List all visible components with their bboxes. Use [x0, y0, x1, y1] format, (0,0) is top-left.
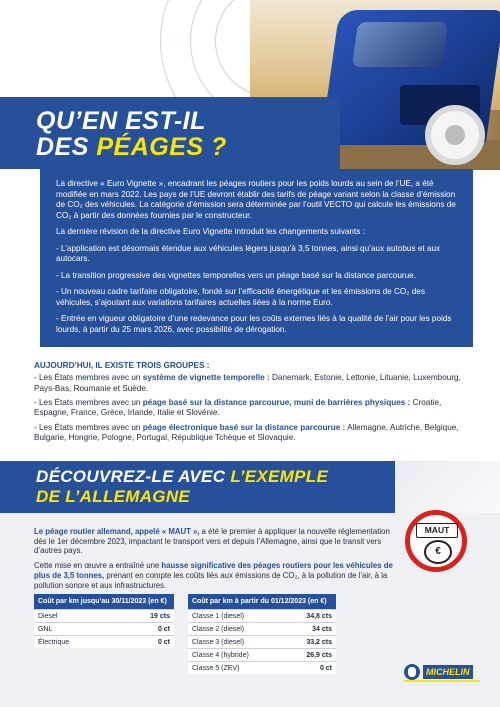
- bibendum-icon: [404, 664, 420, 680]
- section-heading: [0, 461, 500, 513]
- row-value: 0 ct: [116, 623, 174, 636]
- old-cost-table: [34, 594, 174, 648]
- group-countries: Allemagne, Autriche, Belgique, Bulgarie, Hongrie, Pologne, Portugal, République Tchèque et Slovaquie.: [34, 422, 459, 442]
- row-label: Classe 1 (diesel): [188, 610, 285, 623]
- row-label: Classe 3 (diesel): [188, 636, 285, 649]
- groups-section: [34, 361, 474, 447]
- table-row: [34, 623, 174, 636]
- list-item: - La transition progressive des vignettes temporelles vers un péage basé sur la distance parcourue.: [56, 270, 416, 280]
- row-label: GNL: [34, 623, 116, 636]
- group-countries: Croatie, Espagne, France, Grèce, Irlande, Italie et Slovénie.: [34, 397, 442, 418]
- germany-text: [34, 527, 394, 595]
- section-heading-line-1: [36, 467, 328, 487]
- list-item: - Entrée en vigueur obligatoire d’une redevance pour les coûts externes liés à la qualité de l’air pour les poids lourds, à partir du 25 mars 2026, avec possibilité de dérogation.: [56, 314, 452, 334]
- germany-paragraph: [34, 527, 394, 556]
- row-value: 0 ct: [285, 662, 336, 675]
- table-row: [188, 662, 336, 675]
- text-rest: a été le premier à appliquer la nouvelle réglementation dès le 1er décembre 2023, impactant le transport vers et depuis l’Allemagne, ainsi que le transit vers d’autres pays.: [34, 527, 390, 556]
- intro-lead: La dernière révision de la directive Euro Vignette introduit les changements suivants :: [56, 227, 365, 236]
- title-line-2: [36, 133, 227, 162]
- michelin-logo: [404, 664, 480, 680]
- table-row: [188, 649, 336, 662]
- list-item: [34, 398, 474, 419]
- title-line-2-prefix: DES: [36, 133, 97, 161]
- logo-wordmark: MICHELIN: [423, 665, 473, 679]
- row-label: Classe 5 (ZEV): [188, 662, 285, 675]
- section-heading-line-2: DE L’ALLEMAGNE: [36, 487, 191, 506]
- table-row: [188, 623, 336, 636]
- row-value: 19 cts: [116, 610, 174, 623]
- group-lead: - Les États membres avec un: [34, 397, 143, 407]
- row-value: 0 ct: [116, 636, 174, 649]
- row-label: Classe 4 (hybride): [188, 649, 285, 662]
- table-row: [34, 610, 174, 623]
- table-row: [188, 636, 336, 649]
- group-type: péage électronique basé sur la distance parcourue :: [142, 422, 346, 432]
- heading-highlight: L’EXEMPLE: [230, 467, 329, 486]
- maut-sign-icon: [405, 510, 467, 572]
- table-row: [188, 610, 336, 623]
- germany-paragraph: [34, 561, 394, 590]
- text-rest: prenant en compte les coûts liés aux émissions de CO₂, à la pollution de l’air, à la pollution sonore et aux infrastructures.: [34, 570, 388, 590]
- list-item: [34, 423, 474, 444]
- group-lead: - Les États membres avec un: [34, 373, 143, 383]
- table-row: [34, 636, 174, 649]
- row-value: 34 cts: [285, 623, 336, 636]
- row-value: 34,8 cts: [285, 610, 336, 623]
- changes-list: [56, 244, 457, 336]
- intro-panel: [40, 169, 473, 347]
- heading-prefix: DÉCOUVREZ-LE AVEC: [36, 467, 231, 486]
- text-lead: Cette mise en œuvre a entraîné une: [34, 561, 162, 571]
- table-header: Coût par km jusqu’au 30/11/2023 (en €): [34, 594, 174, 610]
- row-value: 33,2 cts: [285, 636, 336, 649]
- list-item: [34, 373, 474, 394]
- title-line-1: QU’EN EST-IL: [36, 107, 206, 135]
- group-countries: Danemark, Estonie, Lettonie, Lituanie, Luxembourg, Pays-Bas, Roumanie et Suède.: [34, 373, 461, 393]
- table-header: Coût par km à partir du 01/12/2023 (en €): [188, 594, 336, 610]
- row-value: 26,9 cts: [285, 649, 336, 662]
- row-label: Électrique: [34, 636, 116, 649]
- list-item: - Un nouveau cadre tarifaire obligatoire, fondé sur l’efficacité énergétique et les émissions de CO₂ des véhicules, s’ajoutant aux variations tarifaires actuelles liées à la norme Euro.: [56, 287, 425, 307]
- group-type: péage basé sur la distance parcourue, muni de barrières physiques :: [142, 397, 411, 407]
- euro-icon: €: [424, 540, 452, 564]
- new-cost-table: [188, 594, 336, 674]
- title-line-2-highlight: PÉAGES ?: [96, 133, 227, 161]
- text-strong: hausse significative des péages routiers pour les véhicules de plus de 3,5 tonnes,: [34, 561, 393, 580]
- row-label: Classe 2 (diesel): [188, 623, 285, 636]
- intro-paragraph: La directive « Euro Vignette », encadrant les péages routiers pour les poids lourds au sein de l’UE, a été modifiée en mars 2022. Les pays de l’UE devront établir des tarifs de péage variant selon la classe d’émission de CO₂ des véhicules. La catégorie d’émission sera déterminée par l’outil VECTO qui calcule les émissions de CO₂ à partir des données fournies par le constructeur.: [56, 179, 456, 220]
- groups-title: AUJOURD’HUI, IL EXISTE TROIS GROUPES :: [34, 361, 210, 370]
- text-strong: Le péage routier allemand, appelé « MAUT »,: [34, 527, 200, 536]
- row-label: Diesel: [34, 610, 116, 623]
- group-lead: - Les États membres avec un: [34, 422, 143, 432]
- list-item: - L’application est désormais étendue aux véhicules légers jusqu’à 3,5 tonnes, ainsi qu’aux autobus et aux autocars.: [56, 243, 441, 263]
- page-title: [0, 97, 340, 169]
- group-type: système de vignette temporelle :: [142, 373, 270, 383]
- maut-sign-label: MAUT: [416, 523, 458, 538]
